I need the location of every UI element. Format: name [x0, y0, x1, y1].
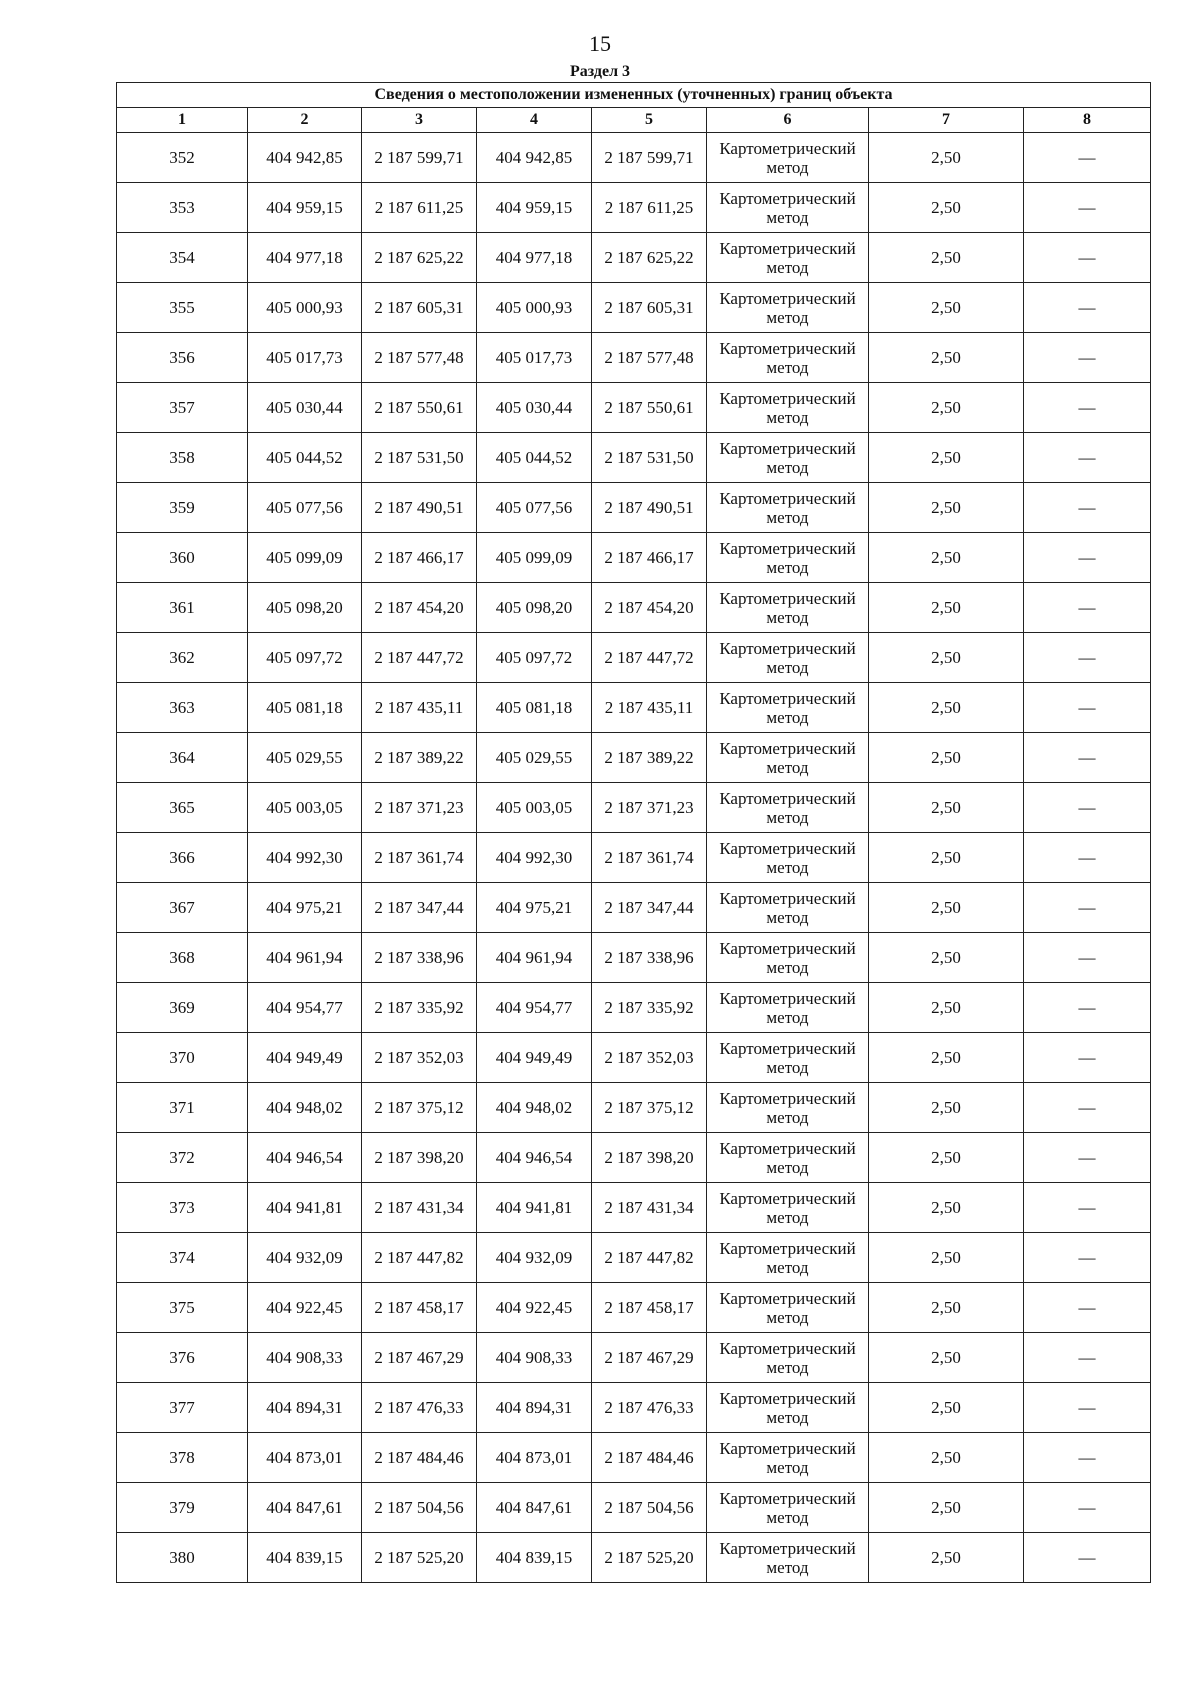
cell-method: Картометрический метод	[707, 383, 869, 433]
cell-y-new: 2 187 338,96	[592, 933, 707, 983]
cell-x-existing: 405 044,52	[248, 433, 362, 483]
cell-method: Картометрический метод	[707, 983, 869, 1033]
cell-method: Картометрический метод	[707, 1033, 869, 1083]
column-number: 4	[477, 108, 592, 133]
cell-description: —	[1024, 783, 1151, 833]
cell-accuracy: 2,50	[869, 1483, 1024, 1533]
cell-description: —	[1024, 1083, 1151, 1133]
cell-x-existing: 404 942,85	[248, 133, 362, 183]
cell-point-number: 380	[117, 1533, 248, 1583]
cell-description: —	[1024, 1383, 1151, 1433]
cell-x-existing: 405 030,44	[248, 383, 362, 433]
table-row	[117, 283, 1151, 333]
column-number: 5	[592, 108, 707, 133]
cell-y-new: 2 187 335,92	[592, 983, 707, 1033]
cell-point-number: 358	[117, 433, 248, 483]
cell-y-new: 2 187 458,17	[592, 1283, 707, 1333]
cell-description: —	[1024, 333, 1151, 383]
cell-accuracy: 2,50	[869, 433, 1024, 483]
cell-point-number: 353	[117, 183, 248, 233]
cell-point-number: 371	[117, 1083, 248, 1133]
cell-x-existing: 404 847,61	[248, 1483, 362, 1533]
cell-y-new: 2 187 466,17	[592, 533, 707, 583]
cell-accuracy: 2,50	[869, 1533, 1024, 1583]
cell-accuracy: 2,50	[869, 183, 1024, 233]
cell-accuracy: 2,50	[869, 1383, 1024, 1433]
cell-method: Картометрический метод	[707, 1083, 869, 1133]
cell-y-new: 2 187 490,51	[592, 483, 707, 533]
cell-y-new: 2 187 398,20	[592, 1133, 707, 1183]
table-row	[117, 1183, 1151, 1233]
cell-point-number: 376	[117, 1333, 248, 1383]
cell-y-existing: 2 187 371,23	[362, 783, 477, 833]
cell-x-existing: 404 941,81	[248, 1183, 362, 1233]
cell-description: —	[1024, 483, 1151, 533]
cell-x-existing: 405 077,56	[248, 483, 362, 533]
cell-point-number: 377	[117, 1383, 248, 1433]
table-row	[117, 1033, 1151, 1083]
cell-accuracy: 2,50	[869, 1083, 1024, 1133]
table-row	[117, 633, 1151, 683]
cell-method: Картометрический метод	[707, 1433, 869, 1483]
cell-point-number: 373	[117, 1183, 248, 1233]
table-row	[117, 1283, 1151, 1333]
cell-y-existing: 2 187 484,46	[362, 1433, 477, 1483]
cell-x-new: 405 081,18	[477, 683, 592, 733]
cell-y-existing: 2 187 335,92	[362, 983, 477, 1033]
cell-x-new: 404 977,18	[477, 233, 592, 283]
cell-x-existing: 404 977,18	[248, 233, 362, 283]
cell-y-existing: 2 187 338,96	[362, 933, 477, 983]
table-row	[117, 183, 1151, 233]
cell-x-new: 404 922,45	[477, 1283, 592, 1333]
cell-x-existing: 405 003,05	[248, 783, 362, 833]
section-title: Раздел 3	[569, 63, 631, 80]
cell-description: —	[1024, 883, 1151, 933]
cell-method: Картометрический метод	[707, 633, 869, 683]
page-number: 15	[589, 31, 611, 56]
table-row	[117, 883, 1151, 933]
table-row	[117, 583, 1151, 633]
table-row	[117, 733, 1151, 783]
cell-y-existing: 2 187 361,74	[362, 833, 477, 883]
cell-y-new: 2 187 484,46	[592, 1433, 707, 1483]
cell-method: Картометрический метод	[707, 483, 869, 533]
cell-x-existing: 405 017,73	[248, 333, 362, 383]
cell-y-new: 2 187 625,22	[592, 233, 707, 283]
cell-accuracy: 2,50	[869, 783, 1024, 833]
cell-description: —	[1024, 183, 1151, 233]
cell-y-new: 2 187 352,03	[592, 1033, 707, 1083]
cell-accuracy: 2,50	[869, 983, 1024, 1033]
cell-y-existing: 2 187 375,12	[362, 1083, 477, 1133]
cell-x-existing: 405 081,18	[248, 683, 362, 733]
cell-x-existing: 405 099,09	[248, 533, 362, 583]
cell-x-existing: 404 946,54	[248, 1133, 362, 1183]
cell-x-existing: 404 839,15	[248, 1533, 362, 1583]
cell-point-number: 359	[117, 483, 248, 533]
cell-x-existing: 404 932,09	[248, 1233, 362, 1283]
cell-x-existing: 404 954,77	[248, 983, 362, 1033]
table-row	[117, 1483, 1151, 1533]
cell-x-existing: 404 959,15	[248, 183, 362, 233]
cell-accuracy: 2,50	[869, 583, 1024, 633]
table-body	[117, 133, 1151, 1583]
cell-description: —	[1024, 833, 1151, 883]
cell-method: Картометрический метод	[707, 833, 869, 883]
table-row	[117, 683, 1151, 733]
cell-accuracy: 2,50	[869, 1333, 1024, 1383]
cell-method: Картометрический метод	[707, 1333, 869, 1383]
cell-x-existing: 404 992,30	[248, 833, 362, 883]
cell-method: Картометрический метод	[707, 933, 869, 983]
table-row	[117, 1333, 1151, 1383]
cell-description: —	[1024, 533, 1151, 583]
cell-accuracy: 2,50	[869, 1183, 1024, 1233]
cell-description: —	[1024, 933, 1151, 983]
cell-x-existing: 404 873,01	[248, 1433, 362, 1483]
cell-method: Картометрический метод	[707, 233, 869, 283]
cell-y-existing: 2 187 347,44	[362, 883, 477, 933]
table-caption: Сведения о местоположении измененных (уточненных) границ объекта	[117, 83, 1151, 108]
cell-y-existing: 2 187 467,29	[362, 1333, 477, 1383]
cell-method: Картометрический метод	[707, 733, 869, 783]
cell-accuracy: 2,50	[869, 1033, 1024, 1083]
cell-x-new: 405 099,09	[477, 533, 592, 583]
cell-method: Картометрический метод	[707, 433, 869, 483]
cell-point-number: 363	[117, 683, 248, 733]
table-row	[117, 483, 1151, 533]
cell-accuracy: 2,50	[869, 833, 1024, 883]
cell-y-new: 2 187 371,23	[592, 783, 707, 833]
cell-x-existing: 404 975,21	[248, 883, 362, 933]
cell-y-existing: 2 187 447,72	[362, 633, 477, 683]
cell-x-existing: 404 908,33	[248, 1333, 362, 1383]
cell-y-existing: 2 187 476,33	[362, 1383, 477, 1433]
cell-y-existing: 2 187 398,20	[362, 1133, 477, 1183]
cell-x-new: 405 044,52	[477, 433, 592, 483]
cell-y-existing: 2 187 531,50	[362, 433, 477, 483]
cell-point-number: 365	[117, 783, 248, 833]
cell-x-existing: 404 894,31	[248, 1383, 362, 1433]
cell-x-existing: 404 961,94	[248, 933, 362, 983]
cell-x-new: 404 954,77	[477, 983, 592, 1033]
column-number: 7	[869, 108, 1024, 133]
cell-x-new: 405 098,20	[477, 583, 592, 633]
cell-x-new: 404 847,61	[477, 1483, 592, 1533]
cell-y-new: 2 187 431,34	[592, 1183, 707, 1233]
cell-x-new: 404 932,09	[477, 1233, 592, 1283]
cell-description: —	[1024, 433, 1151, 483]
cell-method: Картометрический метод	[707, 1483, 869, 1533]
cell-point-number: 370	[117, 1033, 248, 1083]
column-number: 3	[362, 108, 477, 133]
cell-x-new: 405 097,72	[477, 633, 592, 683]
cell-x-new: 405 003,05	[477, 783, 592, 833]
cell-description: —	[1024, 1433, 1151, 1483]
cell-x-new: 404 959,15	[477, 183, 592, 233]
cell-description: —	[1024, 1533, 1151, 1583]
cell-point-number: 352	[117, 133, 248, 183]
cell-x-new: 405 029,55	[477, 733, 592, 783]
cell-accuracy: 2,50	[869, 333, 1024, 383]
cell-accuracy: 2,50	[869, 1133, 1024, 1183]
cell-x-existing: 405 098,20	[248, 583, 362, 633]
cell-y-new: 2 187 435,11	[592, 683, 707, 733]
cell-y-new: 2 187 599,71	[592, 133, 707, 183]
cell-y-existing: 2 187 599,71	[362, 133, 477, 183]
cell-method: Картометрический метод	[707, 783, 869, 833]
cell-y-existing: 2 187 577,48	[362, 333, 477, 383]
cell-y-existing: 2 187 625,22	[362, 233, 477, 283]
cell-point-number: 375	[117, 1283, 248, 1333]
table-row	[117, 383, 1151, 433]
table-row	[117, 783, 1151, 833]
cell-x-new: 404 961,94	[477, 933, 592, 983]
cell-x-new: 405 077,56	[477, 483, 592, 533]
cell-description: —	[1024, 1033, 1151, 1083]
cell-x-existing: 405 097,72	[248, 633, 362, 683]
cell-x-existing: 404 948,02	[248, 1083, 362, 1133]
cell-point-number: 368	[117, 933, 248, 983]
cell-accuracy: 2,50	[869, 1233, 1024, 1283]
cell-y-new: 2 187 447,72	[592, 633, 707, 683]
cell-y-existing: 2 187 431,34	[362, 1183, 477, 1233]
cell-point-number: 364	[117, 733, 248, 783]
table-row	[117, 1133, 1151, 1183]
cell-x-new: 405 030,44	[477, 383, 592, 433]
table-row	[117, 433, 1151, 483]
cell-accuracy: 2,50	[869, 483, 1024, 533]
cell-x-existing: 404 949,49	[248, 1033, 362, 1083]
table-row	[117, 133, 1151, 183]
cell-method: Картометрический метод	[707, 883, 869, 933]
cell-y-new: 2 187 605,31	[592, 283, 707, 333]
cell-y-new: 2 187 550,61	[592, 383, 707, 433]
cell-y-new: 2 187 454,20	[592, 583, 707, 633]
cell-y-existing: 2 187 389,22	[362, 733, 477, 783]
cell-y-new: 2 187 361,74	[592, 833, 707, 883]
cell-description: —	[1024, 283, 1151, 333]
cell-y-new: 2 187 525,20	[592, 1533, 707, 1583]
cell-x-new: 404 908,33	[477, 1333, 592, 1383]
cell-method: Картометрический метод	[707, 1183, 869, 1233]
cell-description: —	[1024, 683, 1151, 733]
cell-y-existing: 2 187 435,11	[362, 683, 477, 733]
cell-description: —	[1024, 1183, 1151, 1233]
cell-y-new: 2 187 531,50	[592, 433, 707, 483]
cell-x-new: 405 000,93	[477, 283, 592, 333]
cell-method: Картометрический метод	[707, 283, 869, 333]
cell-y-existing: 2 187 458,17	[362, 1283, 477, 1333]
column-number: 8	[1024, 108, 1151, 133]
cell-description: —	[1024, 733, 1151, 783]
cell-point-number: 374	[117, 1233, 248, 1283]
cell-point-number: 362	[117, 633, 248, 683]
boundary-coordinates-table	[116, 82, 1151, 1583]
cell-y-new: 2 187 504,56	[592, 1483, 707, 1533]
cell-method: Картометрический метод	[707, 183, 869, 233]
cell-y-new: 2 187 389,22	[592, 733, 707, 783]
cell-x-existing: 405 029,55	[248, 733, 362, 783]
cell-method: Картометрический метод	[707, 683, 869, 733]
cell-y-existing: 2 187 454,20	[362, 583, 477, 633]
cell-y-new: 2 187 467,29	[592, 1333, 707, 1383]
cell-y-new: 2 187 577,48	[592, 333, 707, 383]
cell-description: —	[1024, 633, 1151, 683]
cell-method: Картометрический метод	[707, 333, 869, 383]
table-row	[117, 1433, 1151, 1483]
cell-accuracy: 2,50	[869, 933, 1024, 983]
cell-point-number: 354	[117, 233, 248, 283]
table-row	[117, 1383, 1151, 1433]
column-number: 2	[248, 108, 362, 133]
cell-accuracy: 2,50	[869, 1433, 1024, 1483]
cell-accuracy: 2,50	[869, 533, 1024, 583]
cell-y-existing: 2 187 447,82	[362, 1233, 477, 1283]
cell-method: Картометрический метод	[707, 133, 869, 183]
column-number-row	[117, 108, 1151, 133]
cell-point-number: 378	[117, 1433, 248, 1483]
cell-accuracy: 2,50	[869, 133, 1024, 183]
cell-point-number: 366	[117, 833, 248, 883]
cell-y-new: 2 187 447,82	[592, 1233, 707, 1283]
cell-point-number: 369	[117, 983, 248, 1033]
cell-x-new: 404 946,54	[477, 1133, 592, 1183]
cell-y-new: 2 187 476,33	[592, 1383, 707, 1433]
cell-x-new: 404 949,49	[477, 1033, 592, 1083]
cell-point-number: 356	[117, 333, 248, 383]
table-row	[117, 533, 1151, 583]
cell-x-existing: 405 000,93	[248, 283, 362, 333]
column-number: 1	[117, 108, 248, 133]
cell-description: —	[1024, 133, 1151, 183]
cell-accuracy: 2,50	[869, 683, 1024, 733]
cell-x-new: 405 017,73	[477, 333, 592, 383]
cell-point-number: 379	[117, 1483, 248, 1533]
cell-x-new: 404 941,81	[477, 1183, 592, 1233]
cell-accuracy: 2,50	[869, 383, 1024, 433]
cell-description: —	[1024, 983, 1151, 1033]
cell-point-number: 357	[117, 383, 248, 433]
cell-point-number: 360	[117, 533, 248, 583]
cell-method: Картометрический метод	[707, 533, 869, 583]
cell-x-new: 404 894,31	[477, 1383, 592, 1433]
cell-accuracy: 2,50	[869, 283, 1024, 333]
cell-description: —	[1024, 1333, 1151, 1383]
cell-description: —	[1024, 1133, 1151, 1183]
cell-y-existing: 2 187 466,17	[362, 533, 477, 583]
cell-x-existing: 404 922,45	[248, 1283, 362, 1333]
cell-accuracy: 2,50	[869, 733, 1024, 783]
table-row	[117, 1533, 1151, 1583]
table-row	[117, 333, 1151, 383]
cell-point-number: 361	[117, 583, 248, 633]
cell-method: Картометрический метод	[707, 583, 869, 633]
cell-y-new: 2 187 347,44	[592, 883, 707, 933]
column-number: 6	[707, 108, 869, 133]
cell-description: —	[1024, 583, 1151, 633]
cell-x-new: 404 942,85	[477, 133, 592, 183]
table-row	[117, 233, 1151, 283]
cell-x-new: 404 839,15	[477, 1533, 592, 1583]
cell-y-existing: 2 187 550,61	[362, 383, 477, 433]
cell-accuracy: 2,50	[869, 233, 1024, 283]
cell-y-existing: 2 187 611,25	[362, 183, 477, 233]
cell-accuracy: 2,50	[869, 1283, 1024, 1333]
cell-y-existing: 2 187 504,56	[362, 1483, 477, 1533]
cell-method: Картометрический метод	[707, 1133, 869, 1183]
cell-description: —	[1024, 233, 1151, 283]
cell-x-new: 404 992,30	[477, 833, 592, 883]
table-row	[117, 833, 1151, 883]
cell-method: Картометрический метод	[707, 1283, 869, 1333]
cell-method: Картометрический метод	[707, 1533, 869, 1583]
cell-y-existing: 2 187 605,31	[362, 283, 477, 333]
cell-description: —	[1024, 1483, 1151, 1533]
cell-point-number: 355	[117, 283, 248, 333]
table-row	[117, 983, 1151, 1033]
cell-description: —	[1024, 383, 1151, 433]
table-row	[117, 933, 1151, 983]
cell-point-number: 367	[117, 883, 248, 933]
cell-accuracy: 2,50	[869, 883, 1024, 933]
cell-y-existing: 2 187 352,03	[362, 1033, 477, 1083]
cell-method: Картометрический метод	[707, 1383, 869, 1433]
cell-point-number: 372	[117, 1133, 248, 1183]
cell-x-new: 404 873,01	[477, 1433, 592, 1483]
table-row	[117, 1233, 1151, 1283]
cell-description: —	[1024, 1233, 1151, 1283]
cell-y-new: 2 187 611,25	[592, 183, 707, 233]
cell-method: Картометрический метод	[707, 1233, 869, 1283]
cell-x-new: 404 948,02	[477, 1083, 592, 1133]
cell-y-existing: 2 187 525,20	[362, 1533, 477, 1583]
cell-accuracy: 2,50	[869, 633, 1024, 683]
cell-y-existing: 2 187 490,51	[362, 483, 477, 533]
table-row	[117, 1083, 1151, 1133]
cell-x-new: 404 975,21	[477, 883, 592, 933]
cell-description: —	[1024, 1283, 1151, 1333]
cell-y-new: 2 187 375,12	[592, 1083, 707, 1133]
